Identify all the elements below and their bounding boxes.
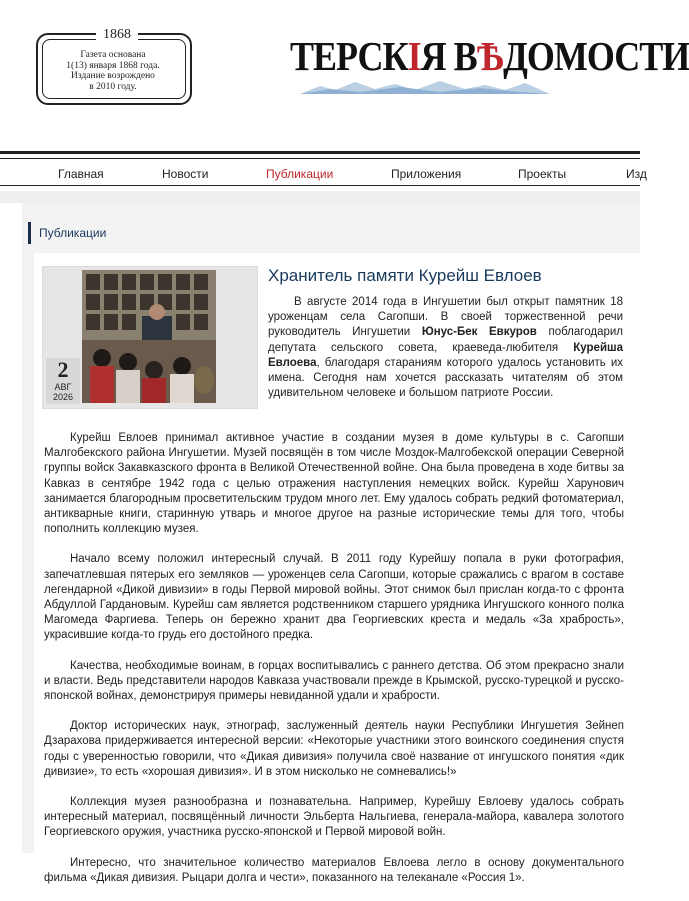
paragraph: Коллекция музея разнообразна и познавательна. Например, Курейшу Евлоеву удалось собрать интересный материал, посвящённый личности Эльберта Нальгиева, генерала-майора, кавалера золотого Георгиевского оружия, участника русско-японской и Первой мировой войн. bbox=[44, 796, 624, 839]
article-intro: В августе 2014 года в Ингушетии был открыт памятник 18 уроженцам села Сагопши. В своей торжественной речи руководитель Ингушетии Юнус-Бек Евкуров поблагодарил депутата сельского совета, краеведа-любителя Курейша Евлоева, благодаря стараниям которого удалось установить их имена. Сегодня нам хочется рассказать читателям об этом удивительном человеке и большом патриоте России. bbox=[268, 296, 623, 400]
article-title[interactable]: Хранитель памяти Курейш Евлоев bbox=[268, 266, 542, 285]
logo-text: ТЕРСКІЯ ВѢДОМОСТИ bbox=[290, 33, 689, 80]
date-month: АВГ bbox=[54, 382, 72, 392]
museum-photo-icon bbox=[82, 270, 216, 403]
divider-band bbox=[0, 191, 640, 203]
nav-item-home[interactable]: Главная bbox=[58, 167, 104, 181]
paragraph: Интересно, что значительное количество материалов Евлоева легло в основу документального фильма «Дикая дивизия. Рыцари долга и чести», показанного на телеканале «Россия 1». bbox=[44, 856, 624, 884]
main-nav bbox=[0, 151, 647, 195]
date-day: 2 bbox=[57, 357, 69, 382]
nav-item-news[interactable]: Новости bbox=[162, 167, 209, 181]
article-photo[interactable] bbox=[82, 270, 216, 403]
nav-item-projects[interactable]: Проекты bbox=[518, 167, 567, 181]
paragraph: Курейш Евлоев принимал активное участие в создании музея в доме культуры в с. Сагопши Малгобекского района Ингушетии. Музей посвящён в том числе Моздок-Малгобекской операции Северной группы войск Закавказского фронта в Великой Отечественной войне. Она была проведена в ходе битвы за Кавказ в сентябре 1942 года с целью отражения наступления немецких войск. Курейш Харунович занимается благородным просветительским трудом много лет. Ему удалось собрать редкий фотоматериал, антикварные книги, старинную утварь и многое другое на разные исторические темы для того, чтобы пополнить коллекцию музея. bbox=[44, 432, 624, 536]
mountains-icon bbox=[300, 80, 550, 94]
article-body bbox=[44, 431, 624, 901]
paragraph: Доктор исторических наук, этнограф, заслуженный деятель науки Республики Ингушетия Зейнеп Дзарахова придерживается интересной версии: «Некоторые участники этого воинского соединения спустя годы с уверенностью говорили, что «Дикая дивизия» получила своё название от ингушского понятия «дик дивизие», то есть «хорошая дивизия». И в этом нисколько не сомневались!» bbox=[44, 720, 624, 778]
paragraph: Начало всему положил интересный случай. В 2011 году Курейшу попала в руки фотография, запечатлевшая пятерых его земляков — уроженцев села Сагопши, которые сражались с врагом в составе легендарной «Дикой дивизии» в годы Первой мировой войны. Этот снимок был прислан когда-то с фронта Абдуллой Гардановым. Курейш сам является родственником старшего урядника Ингушского конного полка Магомеда Фаргиева. Теперь он бережно хранит два Георгиевских креста и медаль «За храбрость», украсившие когда-то грудь его достойного предка. bbox=[44, 553, 624, 642]
section-title: Публикации bbox=[28, 222, 106, 244]
paragraph: Качества, необходимые воинам, в горцах воспитывались с раннего детства. Об этом прекрасно знали и власти. Ведь представители народов Кавказа участвовали прежде в Крымской, русско-турецкой и русско-японской войнах, демонстрируя примеры невиданной удали и храбрости. bbox=[44, 659, 624, 703]
nav-item-publisher[interactable]: Изд bbox=[626, 167, 647, 181]
site-logo[interactable] bbox=[290, 32, 689, 94]
nav-item-publications[interactable]: Публикации bbox=[266, 167, 334, 181]
founding-text: Газета основана 1(13) января 1868 года. Издание возрождено в 2010 году. bbox=[66, 50, 160, 92]
founding-year: 1868 bbox=[96, 27, 138, 43]
date-year: 2026 bbox=[52, 392, 74, 402]
date-badge bbox=[46, 358, 80, 404]
nav-item-appendices[interactable]: Приложения bbox=[391, 167, 462, 181]
